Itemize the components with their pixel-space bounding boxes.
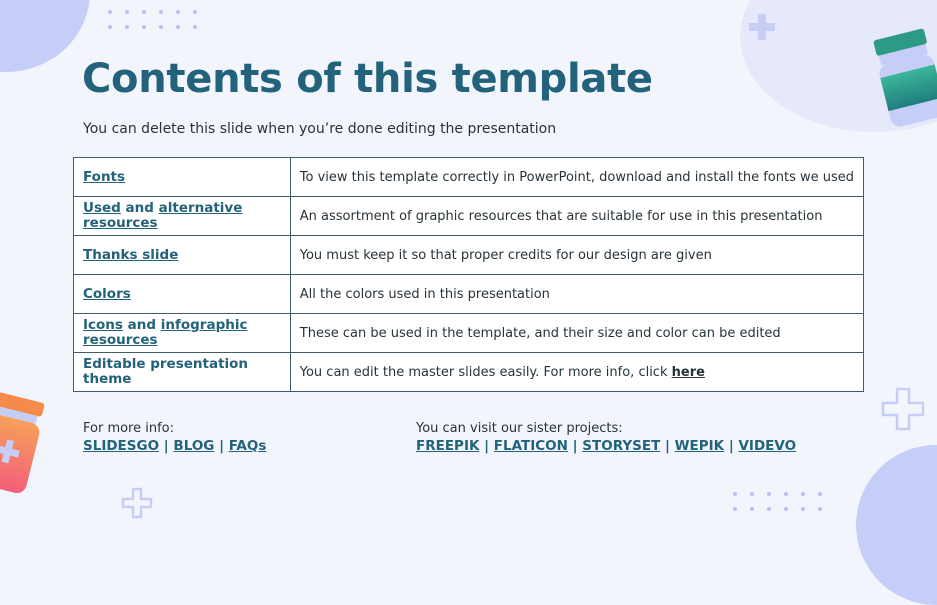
dot — [784, 507, 788, 511]
slide-title: Contents of this template — [82, 56, 653, 102]
link-separator: | — [724, 438, 739, 454]
medicine-bottle-icon — [866, 22, 937, 134]
footer-sister-projects — [416, 421, 796, 454]
footer-link-wepik[interactable]: WEPIK — [674, 438, 725, 454]
dot — [108, 10, 112, 14]
description-text: All the colors used in this presentation — [299, 286, 550, 302]
table-row — [74, 197, 864, 236]
footer-sister-projects-links — [416, 438, 796, 454]
contents-table — [73, 157, 864, 392]
table-row — [74, 353, 864, 392]
dot — [193, 25, 197, 29]
dot — [801, 507, 805, 511]
description-text: You can edit the master slides easily. For more info, click — [299, 364, 672, 380]
table-cell-topic — [74, 275, 291, 314]
slide-subtitle: You can delete this slide when you’re done editing the presentation — [83, 121, 557, 137]
footer-link-freepik[interactable]: FREEPIK — [416, 438, 480, 454]
footer-more-info-links — [83, 438, 266, 454]
table-cell-topic — [74, 158, 291, 197]
dot — [176, 25, 180, 29]
link-separator: | — [567, 438, 583, 454]
footer-link-flaticon[interactable]: FLATICON — [493, 438, 568, 454]
dot — [733, 507, 737, 511]
link-separator: | — [214, 438, 229, 454]
dot-grid-decoration — [733, 492, 822, 511]
description-text: These can be used in the template, and their size and color can be edited — [299, 325, 781, 341]
dot — [801, 492, 805, 496]
table-cell-description — [290, 158, 863, 197]
link-separator: | — [660, 438, 675, 454]
footer-link-slidesgo[interactable]: SLIDESGO — [83, 438, 160, 454]
table-cell-topic — [74, 314, 291, 353]
footer-sister-projects-label: You can visit our sister projects: — [416, 421, 623, 436]
dot — [750, 492, 754, 496]
description-text: To view this template correctly in PowerPoint, download and install the fonts we used — [299, 169, 854, 185]
topic-text: Editable presentation theme — [83, 356, 249, 387]
plus-outline-icon — [880, 386, 926, 432]
table-cell-description — [290, 314, 863, 353]
table-cell-description — [290, 275, 863, 314]
topic-link[interactable]: Colors — [83, 285, 131, 302]
link-separator: | — [479, 438, 494, 454]
table-cell-description — [290, 236, 863, 275]
description-text: You must keep it so that proper credits for our design are given — [299, 247, 712, 263]
table-cell-topic — [74, 353, 291, 392]
footer-more-info-label: For more info: — [83, 421, 175, 436]
topic-link[interactable]: Icons — [83, 317, 123, 333]
dot — [750, 507, 754, 511]
table-row — [74, 275, 864, 314]
link-separator: | — [159, 438, 174, 454]
footer-link-storyset[interactable]: STORYSET — [582, 438, 661, 454]
dot — [733, 492, 737, 496]
dot — [767, 492, 771, 496]
topic-link[interactable]: Fonts — [83, 168, 126, 185]
dot — [818, 492, 822, 496]
dot-grid-decoration — [108, 10, 197, 29]
dot — [193, 10, 197, 14]
table-cell-description — [290, 197, 863, 236]
table-cell-topic — [74, 197, 291, 236]
dot — [125, 10, 129, 14]
medicine-bottle-icon — [0, 386, 60, 496]
table-cell-topic — [74, 236, 291, 275]
dot — [767, 507, 771, 511]
table-cell-description — [290, 353, 863, 392]
description-text: An assortment of graphic resources that are suitable for use in this presentation — [299, 208, 823, 224]
dot — [159, 25, 163, 29]
plus-outline-icon — [121, 487, 153, 519]
footer-link-faqs[interactable]: FAQs — [228, 438, 267, 454]
footer-link-videvo[interactable]: VIDEVO — [738, 438, 797, 454]
topic-text: and — [120, 200, 159, 216]
dot — [142, 10, 146, 14]
topic-link[interactable]: infographic resources — [83, 317, 248, 348]
dot — [176, 10, 180, 14]
dot — [159, 10, 163, 14]
background-blob-bottom-right — [856, 445, 937, 605]
dot — [784, 492, 788, 496]
topic-link[interactable]: Used — [83, 200, 121, 216]
dot — [142, 25, 146, 29]
footer-more-info — [83, 421, 266, 454]
topic-text: and — [122, 317, 161, 333]
dot — [125, 25, 129, 29]
table-row — [74, 314, 864, 353]
dot — [108, 25, 112, 29]
table-row — [74, 236, 864, 275]
plus-solid-icon — [747, 12, 777, 42]
here-link[interactable]: here — [671, 364, 705, 380]
topic-link[interactable]: Thanks slide — [83, 246, 179, 263]
footer-link-blog[interactable]: BLOG — [173, 438, 215, 454]
topic-link[interactable]: alternative resources — [83, 200, 243, 231]
background-blob-top-left — [0, 0, 90, 72]
dot — [818, 507, 822, 511]
table-row — [74, 158, 864, 197]
